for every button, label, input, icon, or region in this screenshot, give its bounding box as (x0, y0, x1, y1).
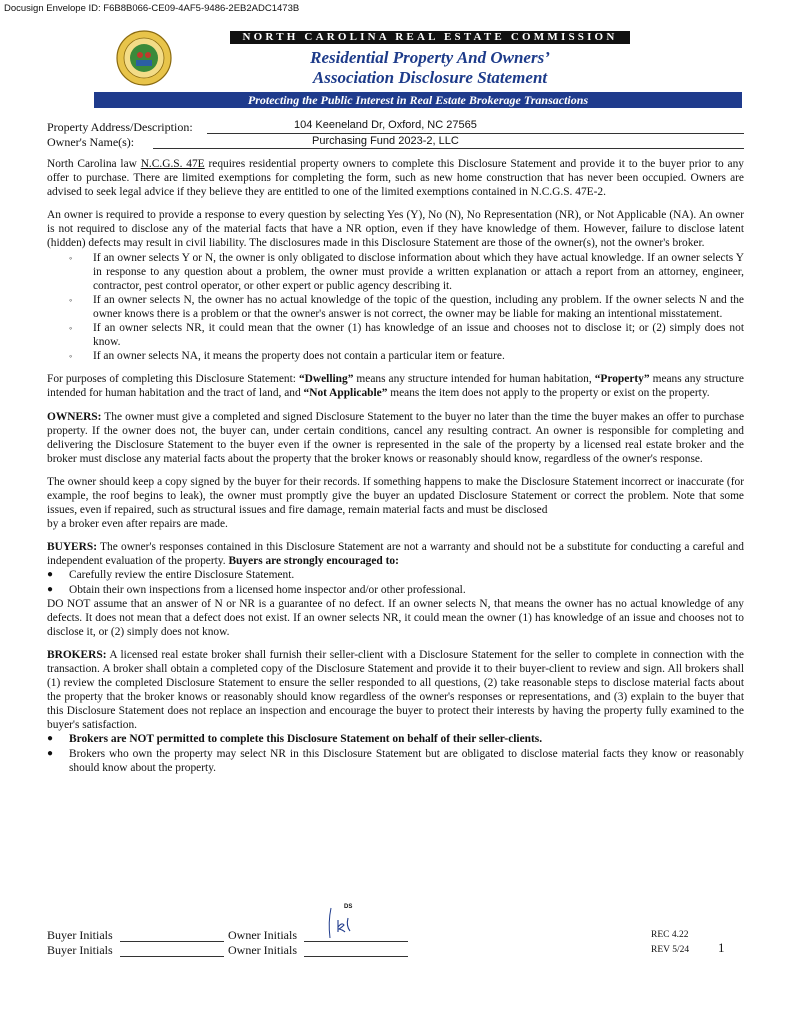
owner-copy-paragraph (47, 475, 744, 531)
circle-bullet-icon: ◦ (69, 252, 73, 263)
list-item (47, 293, 744, 321)
response-options-list (47, 251, 744, 364)
bullet-icon: ● (47, 583, 54, 595)
statute-link[interactable]: N.C.G.S. 47E (140, 158, 205, 170)
intro-text-cont: requires residential property owners to complete this Disclosure Statement and provide it to the buyer prior to any offer to purchase. There are limited exemptions for completing the form, such as new home construction that has never been occupied. Owners are advised to seek legal advice if they believe they are entitled to one of the limited exemptions contained in N.C.G.S. 47E-2. (47, 158, 745, 199)
property-address-label: Property Address/Description: (47, 120, 193, 134)
definitions-paragraph (47, 372, 744, 400)
circle-bullet-icon: ◦ (69, 323, 73, 334)
list-item-text: Obtain their own inspections from a licensed home inspector and/or other professional. (69, 583, 466, 596)
form-title (230, 48, 630, 88)
owners-text: The owner must give a completed and signed Disclosure Statement to the buyer no later than the time the buyer makes an offer to purchase property. If the owner does not, the buyer can, under certain conditions, cancel any resulting contract. An owner is responsible for completing and delivering the Disclosure Statement to the buyer even if the owner is represented in the sale of the property by a licensed real estate broker and the broker must disclose any material facts about the property that the broker knows or reasonably should know, regardless of the owner's response. (47, 410, 744, 465)
tagline-banner: Protecting the Public Interest in Real Estate Brokerage Transactions (94, 92, 742, 108)
owner-initials-label: Owner Initials (228, 943, 297, 957)
owner-name-value[interactable]: Purchasing Fund 2023-2, LLC (312, 135, 459, 147)
bullet-icon: ● (47, 569, 54, 581)
owner-initials-label: Owner Initials (228, 928, 297, 942)
owner-initials-field[interactable] (304, 941, 408, 942)
owner-initials-signature (327, 902, 355, 942)
definitions-text: means any structure intended for human habitation, (353, 373, 595, 386)
buyer-initials-field[interactable] (120, 956, 224, 957)
brokers-heading: BROKERS: (47, 648, 107, 661)
buyers-heading: BUYERS: (47, 541, 98, 554)
form-title-line2: Association Disclosure Statement (312, 68, 548, 87)
term-not-applicable: “Not Applicable” (303, 387, 388, 400)
rev-version: REV 5/24 (651, 945, 690, 955)
rec-version: REC 4.22 (651, 930, 689, 940)
broker-rules-list (47, 732, 744, 774)
owner-copy-text: The owner should keep a copy signed by the buyer for their records. If something happens to make the Disclosure Statement incorrect or inaccurate (for example, the roof begins to leak), the owner must promptly give the buyer an updated Disclosure Statement or correct the problem. Note that some issues, even if repaired, such as structural issues and fire damage, remain material facts and must be disclosed (47, 475, 744, 517)
list-item-text: Brokers who own the property may select NR in this Disclosure Statement but are obligated to disclose material facts they know or reasonably should know about the property. (69, 747, 744, 774)
response-paragraph: An owner is required to provide a response to every question by selecting Yes (Y), No (N), No Representation (NR), or Not Applicable (NA). An owner is not required to disclose any of the material facts that have a NR option, even if they have knowledge of them. However, failure to disclose latent (hidden) defects may result in civil liability. The disclosures made in this Disclosure Statement are those of the owner(s), not the owner's broker. (47, 209, 744, 250)
term-dwelling: “Dwelling” (298, 373, 354, 386)
owners-heading: OWNERS: (47, 410, 102, 423)
disclosure-body (47, 157, 744, 775)
list-item-text: If an owner selects Y or N, the owner is only obligated to disclose information about which they have actual knowledge. If an owner selects Y in response to any question about a problem, the owner must provide a written explanation or attach a report from an attorney, engineer, contractor, pest control operator, or other expert or public agency describing it. (93, 251, 744, 292)
list-item-text: If an owner selects NR, it could mean that the owner (1) has knowledge of an issue and chooses not to disclose it; or (2) simply does not know. (93, 322, 744, 349)
list-item (47, 349, 744, 363)
list-item (47, 251, 744, 293)
owners-paragraph (47, 410, 744, 466)
list-item-text: If an owner selects N, the owner has no actual knowledge of the topic of the question, including any problem. If the owner selects N and the owner knows there is a problem or that the owner's answer is not correct, the owner may be liable for making an intentional misstatement. (93, 293, 744, 320)
circle-bullet-icon: ◦ (69, 294, 73, 305)
bullet-icon: ● (47, 747, 54, 759)
definitions-text: means the item does not apply to the property or exist on the property. (387, 387, 710, 400)
buyers-encouraged: Buyers are strongly encouraged to: (228, 555, 399, 568)
nc-state-seal-icon (116, 30, 172, 86)
intro-text: North Carolina law (47, 158, 141, 170)
page-number: 1 (718, 940, 725, 955)
owner-copy-tail: by a broker even after repairs are made. (47, 518, 228, 531)
buyers-paragraph (47, 540, 744, 568)
envelope-id: Docusign Envelope ID: F6B8B066-CE09-4AF5-9486-2EB2ADC1473B (4, 3, 300, 14)
form-title-line1: Residential Property And Owners’ (310, 48, 550, 67)
buyer-initials-field[interactable] (120, 941, 224, 942)
buyer-actions-list (47, 568, 744, 596)
intro-paragraph (47, 157, 744, 199)
property-address-line (207, 133, 744, 134)
definitions-text: means any structure intended for human habitation and the tract of land, and (47, 373, 744, 400)
circle-bullet-icon: ◦ (69, 351, 73, 362)
no-guarantee-paragraph: DO NOT assume that an answer of N or NR is a guarantee of no defect. If an owner selects N, that means the owner has no actual knowledge of any defects. It does not mean that a defect does not exist. If an owner selects NR, it could mean the owner (1) has knowledge of an issue and chooses not to disclose it, or (2) simply does not know. (47, 597, 744, 638)
list-item-text: Brokers are NOT permitted to complete this Disclosure Statement on behalf of their seller-clients. (69, 733, 543, 746)
commission-banner: NORTH CAROLINA REAL ESTATE COMMISSION (230, 31, 630, 44)
buyer-initials-label: Buyer Initials (47, 943, 113, 957)
property-address-value[interactable]: 104 Keeneland Dr, Oxford, NC 27565 (294, 119, 477, 131)
list-item (47, 321, 744, 349)
owner-name-label: Owner's Name(s): (47, 135, 135, 149)
term-property: “Property” (594, 373, 650, 386)
list-item (47, 747, 744, 775)
buyers-text: The owner's responses contained in this Disclosure Statement are not a warranty and should not be a substitute for conducting a careful and independent evaluation of the property. (47, 541, 744, 568)
definitions-text: For purposes of completing this Disclosure Statement: (47, 373, 299, 386)
list-item (47, 732, 744, 746)
bullet-icon: ● (47, 733, 54, 745)
docusign-tag: DS (344, 904, 353, 910)
list-item (47, 583, 744, 597)
owner-name-line (153, 148, 744, 149)
owner-initials-field[interactable] (304, 956, 408, 957)
brokers-paragraph (47, 648, 744, 733)
list-item-text: If an owner selects NA, it means the property does not contain a particular item or feature. (93, 350, 505, 363)
list-item (47, 568, 744, 582)
list-item-text: Carefully review the entire Disclosure Statement. (69, 569, 295, 582)
brokers-text: A licensed real estate broker shall furnish their seller-client with a Disclosure Statement for the seller to complete in connection with the transaction. A broker shall obtain a completed copy of the Disclosure Statement and provide it to their buyer-client to review and sign. All brokers shall (1) review the completed Disclosure Statement to ensure the seller responded to all questions, (2) take reasonable steps to disclose material facts about the property that the broker knows or reasonably should know regardless of the owner's responses or representations, and (3) explain to the buyer that this Disclosure Statement does not replace an inspection and encourage the buyer to protect their interests by having the property fully examined to the buyer's satisfaction. (47, 648, 744, 732)
buyer-initials-label: Buyer Initials (47, 928, 113, 942)
